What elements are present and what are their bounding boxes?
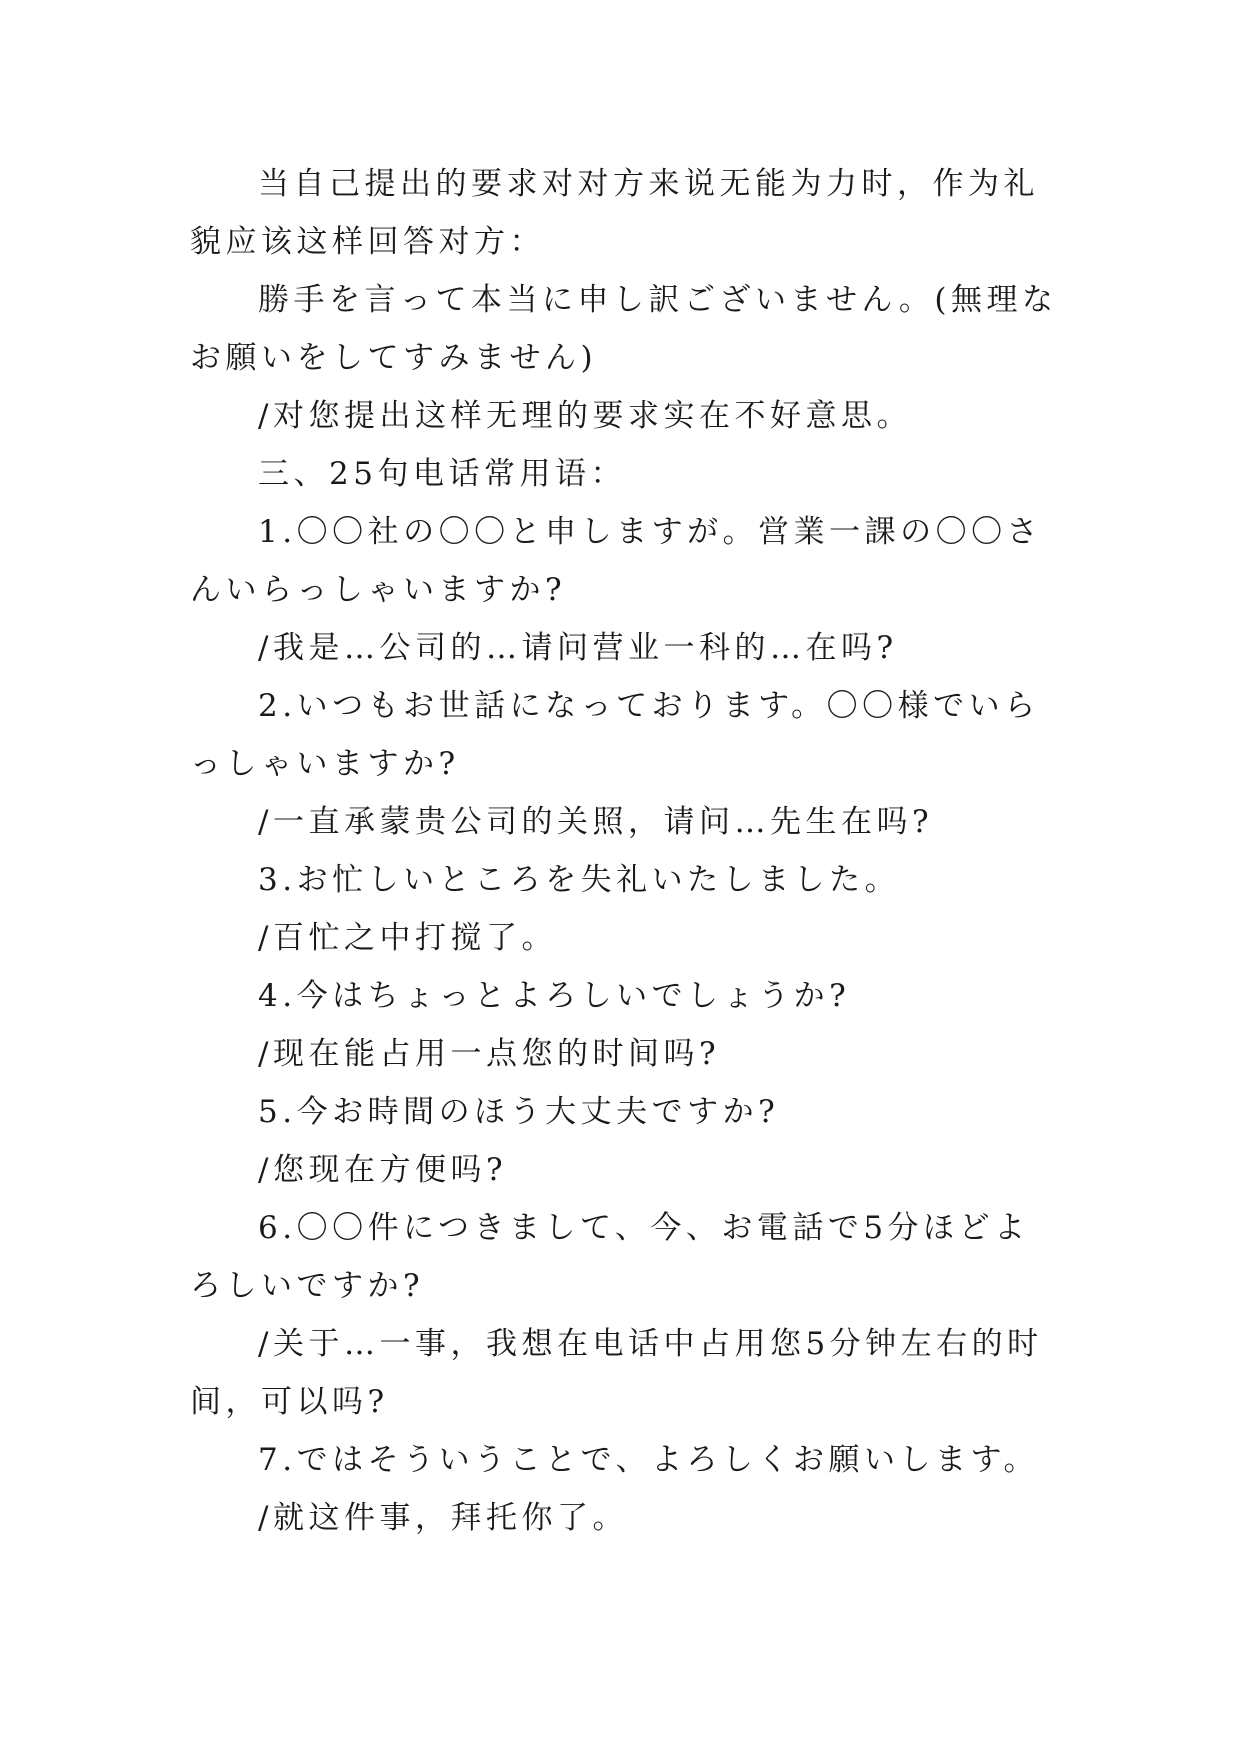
phrase-3-ja: 3.お忙しいところを失礼いたしました。	[258, 862, 901, 898]
phrase-4-zh: /现在能占用一点您的时间吗?	[258, 1036, 721, 1072]
phrase-1-ja: 1.〇〇社の〇〇と申しますが。営業一課の〇〇さんいらっしゃいますか?	[190, 514, 1043, 608]
section-heading: 三、25句电话常用语：	[258, 456, 626, 492]
document-page	[190, 155, 1060, 1547]
phrase-7-zh: /就这件事，拜托你了。	[258, 1500, 628, 1536]
phrase-6-zh: /关于…一事，我想在电话中占用您5分钟左右的时间，可以吗?	[190, 1326, 1043, 1420]
phrase-6-ja: 6.〇〇件につきまして、今、お電話で5分ほどよろしいですか?	[190, 1210, 1030, 1304]
phrase-4-ja: 4.今はちょっとよろしいでしょうか?	[258, 978, 851, 1014]
phrase-5-zh: /您现在方便吗?	[258, 1152, 508, 1188]
phrase-2-ja: 2.いつもお世話になっております。〇〇様でいらっしゃいますか?	[190, 688, 1040, 782]
paragraph-intro: 当自己提出的要求对对方来说无能为力时，作为礼貌应该这样回答对方：	[190, 166, 1039, 260]
phrase-7-ja: 7.ではそういうことで、よろしくお願いします。	[258, 1442, 1039, 1478]
paragraph-apology-ja: 勝手を言って本当に申し訳ございません。(無理なお願いをしてすみません)	[190, 282, 1058, 376]
phrase-2-zh: /一直承蒙贵公司的关照，请问…先生在吗?	[258, 804, 934, 840]
phrase-3-zh: /百忙之中打搅了。	[258, 920, 557, 956]
paragraph-apology-zh: /对您提出这样无理的要求实在不好意思。	[258, 398, 912, 434]
phrase-5-ja: 5.今お時間のほう大丈夫ですか?	[258, 1094, 780, 1130]
phrase-1-zh: /我是…公司的…请问营业一科的…在吗?	[258, 630, 898, 666]
